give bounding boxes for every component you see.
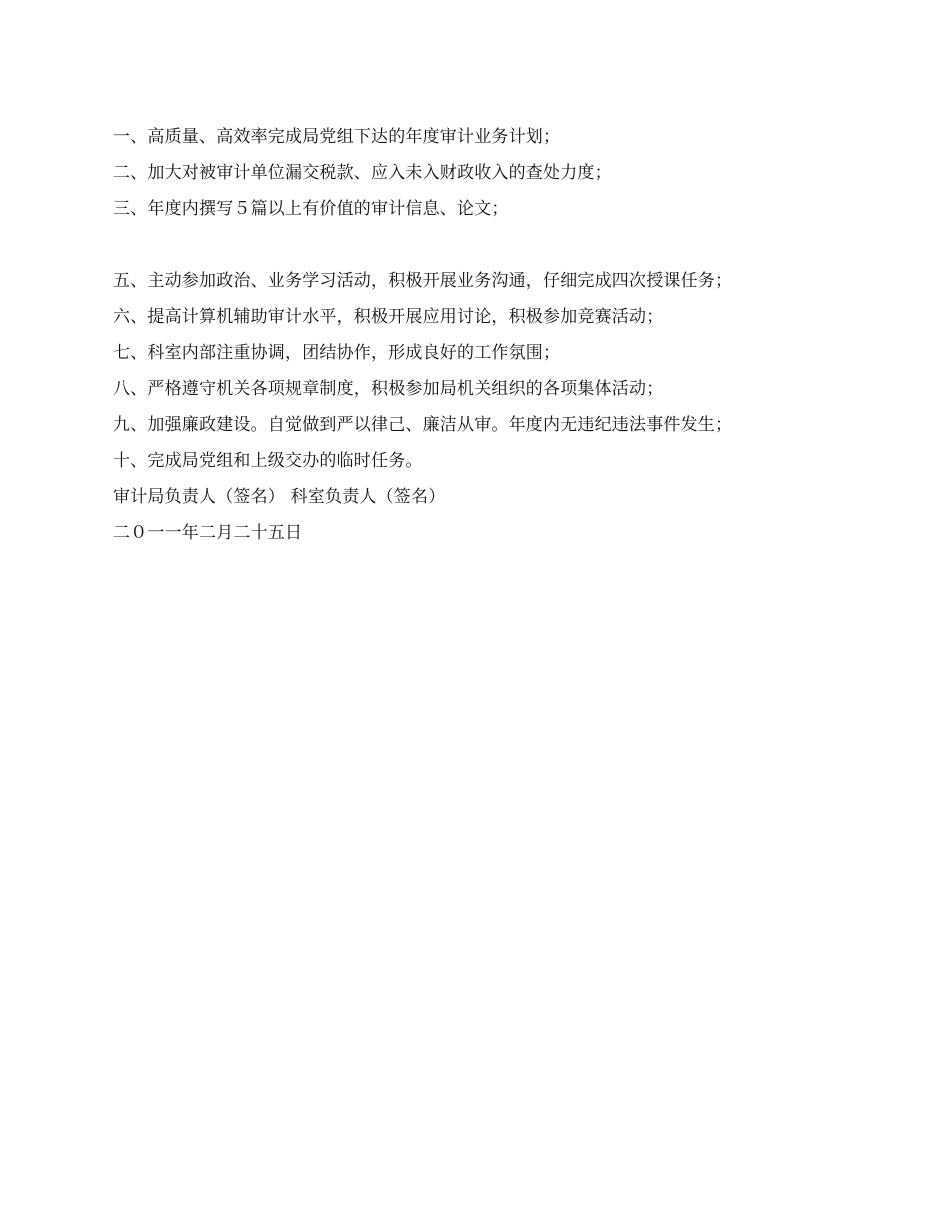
list-item-8: 八、严格遵守机关各项规章制度，积极参加局机关组织的各项集体活动； xyxy=(113,379,664,399)
list-item-6: 六、提高计算机辅助审计水平，积极开展应用讨论，积极参加竞赛活动； xyxy=(113,307,664,327)
signature-line: 审计局负责人（签名） 科室负责人（签名） xyxy=(113,487,446,507)
document-date: 二０一一年二月二十五日 xyxy=(113,523,303,543)
list-item-7: 七、科室内部注重协调，团结协作，形成良好的工作氛围； xyxy=(113,343,561,363)
document-body xyxy=(113,125,833,557)
list-item-1: 一、高质量、高效率完成局党组下达的年度审计业务计划； xyxy=(113,127,561,147)
list-item-3: 三、年度内撰写５篇以上有价值的审计信息、论文； xyxy=(113,199,509,219)
list-item-10: 十、完成局党组和上级交办的临时任务。 xyxy=(113,451,423,471)
list-item-2: 二、加大对被审计单位漏交税款、应入未入财政收入的查处力度； xyxy=(113,163,612,183)
list-item-5: 五、主动参加政治、业务学习活动，积极开展业务沟通，仔细完成四次授课任务； xyxy=(113,271,733,291)
list-item-9: 九、加强廉政建设。自觉做到严以律己、廉洁从审。年度内无违纪违法事件发生； xyxy=(113,415,733,435)
paragraph-gap xyxy=(113,233,833,269)
